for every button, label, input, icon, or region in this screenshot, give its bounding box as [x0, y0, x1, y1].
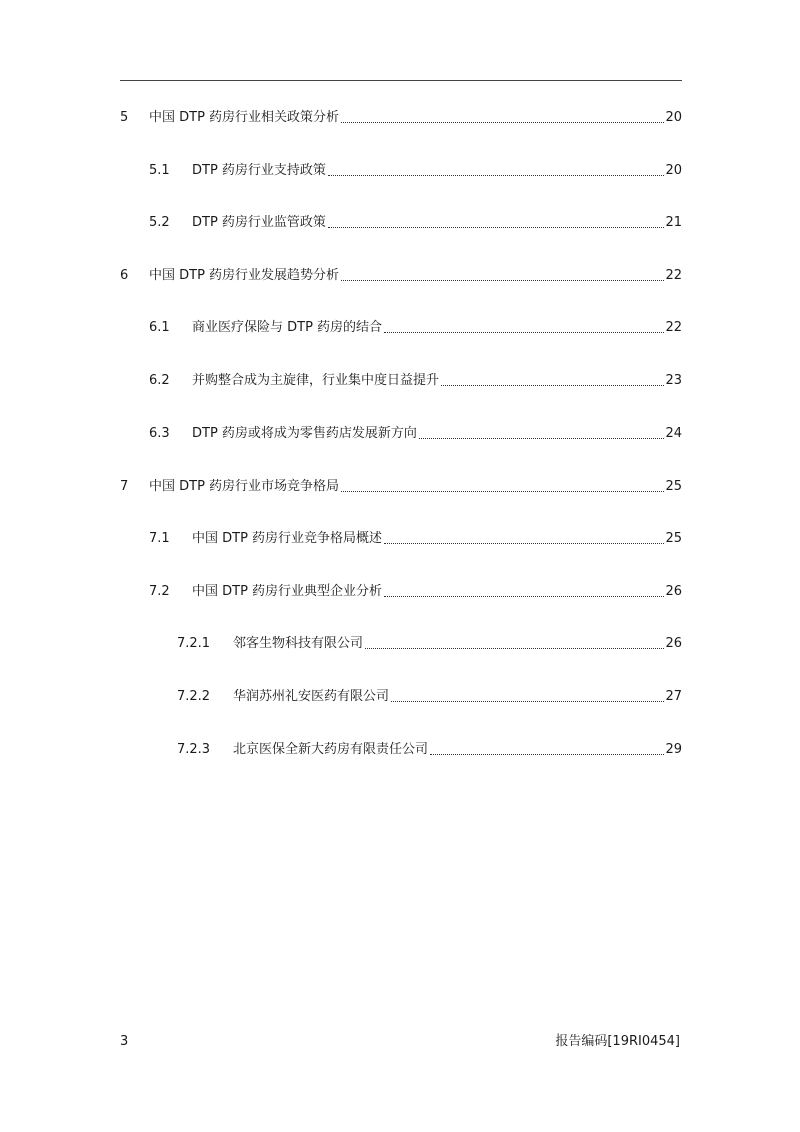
footer-report-code: 报告编码[19RI0454] — [555, 1034, 680, 1049]
toc-dot-leader — [430, 740, 664, 760]
toc-number: 7 — [120, 479, 129, 494]
toc-entry-6-1[interactable] — [149, 318, 682, 338]
toc-dot-leader — [328, 213, 665, 233]
toc-page-number: 29 — [665, 742, 682, 757]
toc-dot-leader — [328, 161, 665, 181]
toc-entry-6[interactable] — [120, 266, 682, 286]
toc-number: 7.2 — [149, 584, 170, 599]
toc-page-number: 26 — [665, 584, 682, 599]
toc-title: 中国 DTP 药房行业竞争格局概述 — [192, 531, 383, 546]
toc-entry-5-2[interactable] — [149, 213, 682, 233]
toc-title: DTP 药房行业支持政策 — [192, 163, 326, 178]
toc-dot-leader — [341, 477, 664, 497]
toc-entry-6-3[interactable] — [149, 424, 682, 444]
toc-number: 6.3 — [149, 426, 170, 441]
toc-number: 6.2 — [149, 373, 170, 388]
toc-dot-leader — [384, 582, 664, 602]
toc-title: 中国 DTP 药房行业典型企业分析 — [192, 584, 383, 599]
toc-title: 商业医疗保险与 DTP 药房的结合 — [192, 320, 383, 335]
toc-dot-leader — [341, 108, 664, 128]
toc-dot-leader — [384, 529, 664, 549]
toc-entry-7-2-1[interactable] — [177, 634, 682, 654]
toc-page-number: 23 — [665, 373, 682, 388]
toc-entry-7-2-2[interactable] — [177, 687, 682, 707]
toc-page-number: 20 — [665, 163, 682, 178]
toc-page-number: 26 — [665, 636, 682, 651]
toc-entry-7-2-3[interactable] — [177, 740, 682, 760]
toc-dot-leader — [341, 266, 664, 286]
toc-number: 5 — [120, 110, 129, 125]
toc-entry-5-1[interactable] — [149, 161, 682, 181]
toc-number: 5.1 — [149, 163, 170, 178]
toc-number: 7.2.3 — [177, 742, 211, 757]
toc-title: 中国 DTP 药房行业发展趋势分析 — [149, 268, 340, 283]
toc-number: 7.2.2 — [177, 689, 211, 704]
toc-title: 华润苏州礼安医药有限公司 — [233, 689, 390, 704]
toc-title: DTP 药房行业监管政策 — [192, 215, 326, 230]
toc-page-number: 27 — [665, 689, 682, 704]
toc-title: 北京医保全新大药房有限责任公司 — [233, 742, 429, 757]
toc-dot-leader — [365, 634, 664, 654]
toc-title: 中国 DTP 药房行业相关政策分析 — [149, 110, 340, 125]
toc-entry-7-2[interactable] — [149, 582, 682, 602]
toc-page-number: 22 — [665, 268, 682, 283]
toc-entry-5[interactable] — [120, 108, 682, 128]
toc-page-number: 21 — [665, 215, 682, 230]
toc-page-number: 22 — [665, 320, 682, 335]
toc-number: 6.1 — [149, 320, 170, 335]
toc-dot-leader — [419, 424, 665, 444]
toc-title: 并购整合成为主旋律，行业集中度日益提升 — [192, 373, 440, 388]
toc-entry-7-1[interactable] — [149, 529, 682, 549]
toc-page-number: 20 — [665, 110, 682, 125]
toc-number: 7.2.1 — [177, 636, 211, 651]
toc-title: 邻客生物科技有限公司 — [233, 636, 364, 651]
toc-entry-6-2[interactable] — [149, 371, 682, 391]
toc-title: 中国 DTP 药房行业市场竞争格局 — [149, 479, 340, 494]
toc-number: 7.1 — [149, 531, 170, 546]
toc-entry-7[interactable] — [120, 477, 682, 497]
toc-page-number: 24 — [665, 426, 682, 441]
toc-title: DTP 药房或将成为零售药店发展新方向 — [192, 426, 417, 441]
footer-page-number: 3 — [120, 1034, 129, 1049]
toc-number: 6 — [120, 268, 129, 283]
toc-page-number: 25 — [665, 531, 682, 546]
toc-dot-leader — [391, 687, 664, 707]
toc-number: 5.2 — [149, 215, 170, 230]
toc-page-number: 25 — [665, 479, 682, 494]
toc-dot-leader — [441, 371, 664, 391]
toc-dot-leader — [384, 318, 664, 338]
